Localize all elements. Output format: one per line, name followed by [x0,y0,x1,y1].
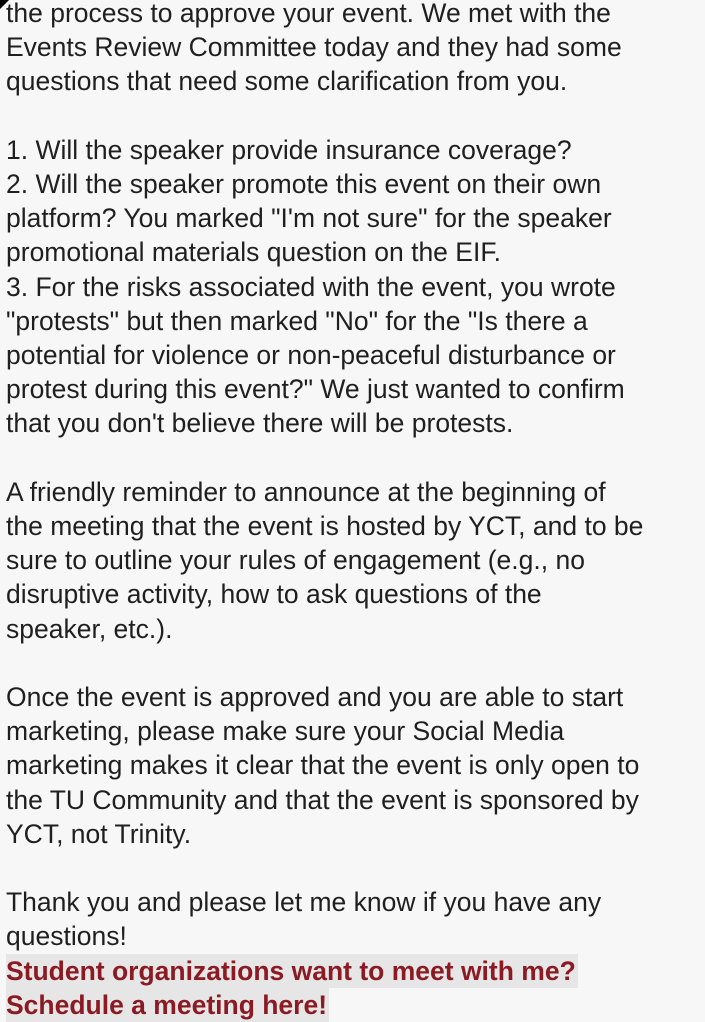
intro-line: Events Review Committee today and they had some [6,32,622,63]
reminder-line: sure to outline your rules of engagement (e.g., no [6,545,585,576]
question-line: that you don't believe there will be protests. [6,408,514,439]
paragraph-gap [6,99,705,133]
closing-line: questions! [6,921,127,952]
question-line: 1. Will the speaker provide insurance coverage? [6,134,572,165]
closing-line: Thank you and please let me know if you have any [6,887,602,918]
question-line: promotional materials question on the EIF. [6,237,501,268]
marketing-line: Once the event is approved and you are able to start [6,682,624,713]
marketing-line: YCT, not Trinity. [6,818,192,849]
question-line: "protests" but then marked "No" for the "Is there a [6,305,588,336]
schedule-meeting-link[interactable] [6,988,705,1022]
marketing-line: the TU Community and that the event is sponsored by [6,784,639,815]
paragraph-gap [6,646,705,680]
marketing-line: marketing makes it clear that the event is only open to [6,750,640,781]
marketing-line: marketing, please make sure your Social Media [6,716,565,747]
signature-line [6,954,705,988]
reminder-line: disruptive activity, how to ask questions of the [6,579,542,610]
question-line: platform? You marked "I'm not sure" for the speaker [6,203,612,234]
email-body [6,0,705,1022]
question-line: 2. Will the speaker promote this event on their own [6,169,602,199]
reminder-line: the meeting that the event is hosted by YCT, and to be [6,511,644,542]
intro-line: the process to approve your event. We met with the [6,0,611,28]
signature-text: Student organizations want to meet with me? [6,954,578,988]
question-line: 3. For the risks associated with the event, you wrote [6,271,616,302]
reminder-line: A friendly reminder to announce at the beginning of [6,476,606,507]
question-line: protest during this event?" We just wanted to confirm [6,374,625,405]
paragraph-gap [6,851,705,885]
intro-line: questions that need some clarification from you. [6,66,568,97]
paragraph-gap [6,441,705,475]
question-line: potential for violence or non-peaceful disturbance or [6,340,616,371]
reminder-line: speaker, etc.). [6,613,173,644]
schedule-meeting-text[interactable]: Schedule a meeting here! [6,988,329,1022]
